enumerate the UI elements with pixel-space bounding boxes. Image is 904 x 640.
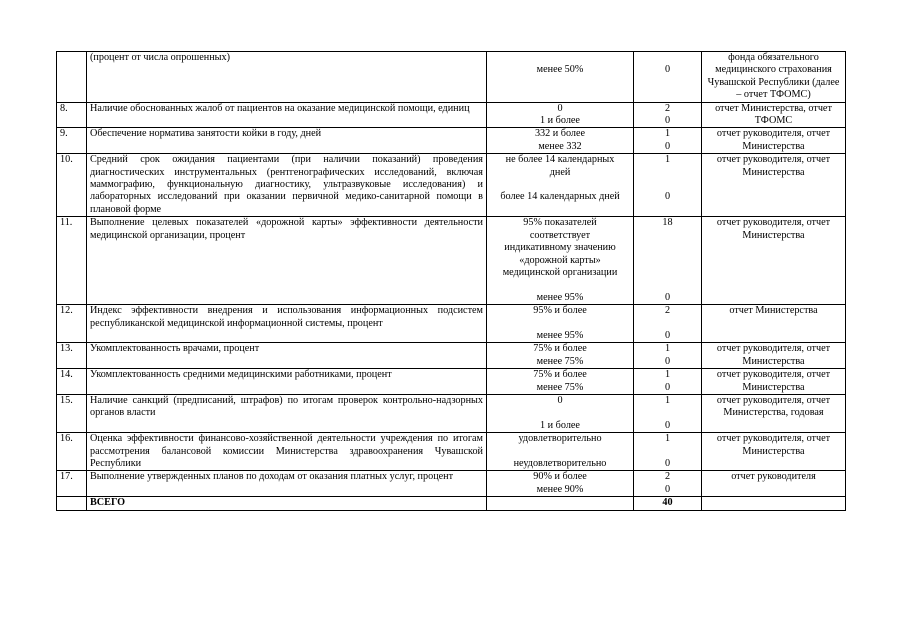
- indicator-text: Индекс эффективности внедрения и использования информационных подсистем республиканской медицинской информационной системы, процент: [87, 305, 487, 343]
- criteria-value: более 14 календарных дней: [500, 191, 620, 203]
- criteria-value: 75% и более: [533, 369, 587, 381]
- criteria-value: [490, 318, 630, 330]
- table-row: [57, 343, 846, 369]
- points-value: 1: [664, 154, 671, 166]
- source-text: фонда обязательного медицинского страхования Чувашской Республики (далее – отчет ТФОМС): [702, 52, 846, 103]
- points-value: [637, 254, 698, 266]
- source-text: отчет Министерства, отчет ТФОМС: [702, 102, 846, 128]
- points-cell: [634, 128, 702, 154]
- source-text: отчет руководителя, отчет Министерства: [702, 217, 846, 305]
- table-row: [57, 154, 846, 217]
- points-cell: [634, 305, 702, 343]
- criteria-value: 0: [557, 394, 563, 406]
- table-row: [57, 52, 846, 103]
- row-number: 10.: [57, 154, 87, 217]
- table-body: [57, 52, 846, 497]
- points-value: [637, 407, 698, 419]
- criteria-cell: [487, 217, 634, 305]
- row-number: 12.: [57, 305, 87, 343]
- row-number: 16.: [57, 433, 87, 471]
- points-value: 1: [664, 394, 671, 406]
- points-cell: [634, 369, 702, 395]
- criteria-cell: [487, 471, 634, 497]
- points-value: 2: [664, 102, 671, 114]
- criteria-value: «дорожной карты»: [519, 254, 601, 266]
- row-number: [57, 52, 87, 103]
- points-value: 0: [664, 329, 671, 341]
- criteria-cell: [487, 305, 634, 343]
- table-row: [57, 217, 846, 305]
- table-row: [57, 102, 846, 128]
- points-value: [637, 267, 698, 279]
- indicator-text: Оценка эффективности финансово-хозяйственной деятельности учреждения по итогам рассмотрения балансовой комиссии Министерства здравоохранения Чувашской Республики: [87, 433, 487, 471]
- criteria-value: 0: [557, 102, 563, 114]
- points-value: 0: [664, 140, 671, 152]
- points-value: [637, 167, 698, 179]
- total-criteria-cell: [487, 497, 634, 510]
- row-number: 11.: [57, 217, 87, 305]
- points-value: 0: [664, 191, 671, 203]
- criteria-value: 75% и более: [533, 343, 587, 355]
- points-value: 0: [664, 483, 671, 495]
- table-row: [57, 433, 846, 471]
- criteria-cell: [487, 102, 634, 128]
- total-row: [57, 497, 846, 510]
- points-value: 2: [664, 305, 671, 317]
- criteria-value: 332 и более: [534, 128, 586, 140]
- criteria-value: [490, 407, 630, 419]
- indicator-text: Выполнение целевых показателей «дорожной карты» эффективности деятельности медицинской организации, процент: [87, 217, 487, 305]
- row-number: 13.: [57, 343, 87, 369]
- indicator-text: Наличие санкций (предписаний, штрафов) по итогам проверок контрольно-надзорных органов власти: [87, 394, 487, 432]
- table-row: [57, 394, 846, 432]
- points-value: 0: [664, 355, 671, 367]
- points-cell: [634, 154, 702, 217]
- table-row: [57, 471, 846, 497]
- row-number: 14.: [57, 369, 87, 395]
- indicator-text: (процент от числа опрошенных): [87, 52, 487, 103]
- criteria-value: медицинской организации: [502, 266, 618, 278]
- criteria-value: удовлетворительно: [518, 433, 602, 445]
- points-value: [637, 242, 698, 254]
- points-value: 0: [664, 457, 671, 469]
- criteria-value: 90% и более: [533, 471, 587, 483]
- criteria-cell: [487, 52, 634, 103]
- points-value: 0: [664, 291, 671, 303]
- row-number: 17.: [57, 471, 87, 497]
- row-number: 8.: [57, 102, 87, 128]
- criteria-table: [56, 51, 846, 511]
- points-value: 0: [664, 419, 671, 431]
- points-value: [637, 446, 698, 458]
- criteria-value: [490, 446, 630, 458]
- points-value: 1: [664, 433, 671, 445]
- source-text: отчет руководителя, отчет Министерства: [702, 154, 846, 217]
- points-value: 1: [664, 369, 671, 381]
- points-value: [637, 52, 698, 64]
- indicator-text: Выполнение утвержденных планов по доходам от оказания платных услуг, процент: [87, 471, 487, 497]
- table-row: [57, 128, 846, 154]
- source-text: отчет руководителя, отчет Министерства: [702, 128, 846, 154]
- table-row: [57, 369, 846, 395]
- criteria-cell: [487, 154, 634, 217]
- points-cell: [634, 102, 702, 128]
- source-text: отчет руководителя: [702, 471, 846, 497]
- row-number: 15.: [57, 394, 87, 432]
- criteria-value: соответствует: [529, 229, 591, 241]
- criteria-value: менее 75%: [536, 355, 584, 367]
- source-text: отчет руководителя, отчет Министерства, годовая: [702, 394, 846, 432]
- total-label: ВСЕГО: [87, 497, 487, 510]
- criteria-value: 95% и более: [533, 305, 587, 317]
- criteria-value: [490, 279, 630, 291]
- criteria-value: менее 95%: [536, 291, 584, 303]
- criteria-value: 95% показателей: [523, 217, 597, 229]
- criteria-value: менее 50%: [536, 64, 584, 76]
- points-value: 1: [664, 343, 671, 355]
- indicator-text: Обеспечение норматива занятости койки в году, дней: [87, 128, 487, 154]
- row-number: 9.: [57, 128, 87, 154]
- criteria-value: менее 75%: [536, 381, 584, 393]
- total-num-cell: [57, 497, 87, 510]
- source-text: отчет руководителя, отчет Министерства: [702, 343, 846, 369]
- source-text: отчет руководителя, отчет Министерства: [702, 369, 846, 395]
- criteria-value: [490, 179, 630, 191]
- total-points: 40: [634, 497, 702, 510]
- points-value: [637, 318, 698, 330]
- points-value: [637, 279, 698, 291]
- source-text: отчет руководителя, отчет Министерства: [702, 433, 846, 471]
- criteria-value: менее 90%: [536, 483, 584, 495]
- criteria-value: [490, 52, 630, 64]
- points-cell: [634, 433, 702, 471]
- indicator-text: Укомплектованность средними медицинскими работниками, процент: [87, 369, 487, 395]
- indicator-text: Наличие обоснованных жалоб от пациентов на оказание медицинской помощи, единиц: [87, 102, 487, 128]
- total-source-cell: [702, 497, 846, 510]
- points-cell: [634, 471, 702, 497]
- points-cell: [634, 394, 702, 432]
- points-cell: [634, 217, 702, 305]
- criteria-cell: [487, 433, 634, 471]
- table-row: [57, 305, 846, 343]
- criteria-cell: [487, 369, 634, 395]
- points-value: 2: [664, 471, 671, 483]
- criteria-value: неудовлетворительно: [513, 457, 607, 469]
- points-value: 1: [664, 128, 671, 140]
- points-cell: [634, 343, 702, 369]
- indicator-text: Средний срок ожидания пациентами (при наличии показаний) проведения диагностических инструментальных (рентгенографических исследований, включая маммографию, функциональную диагностику, ультразвуковые исследования) и лабораторных исследований при оказании первичной медико-санитарной помощи в плановой форме: [87, 154, 487, 217]
- criteria-value: 1 и более: [540, 115, 580, 127]
- criteria-cell: [487, 343, 634, 369]
- points-value: [637, 230, 698, 242]
- criteria-value: дней: [549, 166, 571, 178]
- points-value: 18: [662, 217, 673, 229]
- indicator-text: Укомплектованность врачами, процент: [87, 343, 487, 369]
- criteria-value: индикативному значению: [504, 242, 616, 254]
- criteria-value: менее 332: [538, 140, 582, 152]
- points-value: 0: [664, 115, 671, 127]
- points-value: 0: [664, 381, 671, 393]
- points-cell: [634, 52, 702, 103]
- criteria-cell: [487, 394, 634, 432]
- criteria-value: менее 95%: [536, 329, 584, 341]
- points-value: 0: [664, 64, 671, 76]
- criteria-value: не более 14 календарных: [505, 154, 615, 166]
- criteria-value: 1 и более: [540, 419, 580, 431]
- criteria-cell: [487, 128, 634, 154]
- source-text: отчет Министерства: [702, 305, 846, 343]
- points-value: [637, 179, 698, 191]
